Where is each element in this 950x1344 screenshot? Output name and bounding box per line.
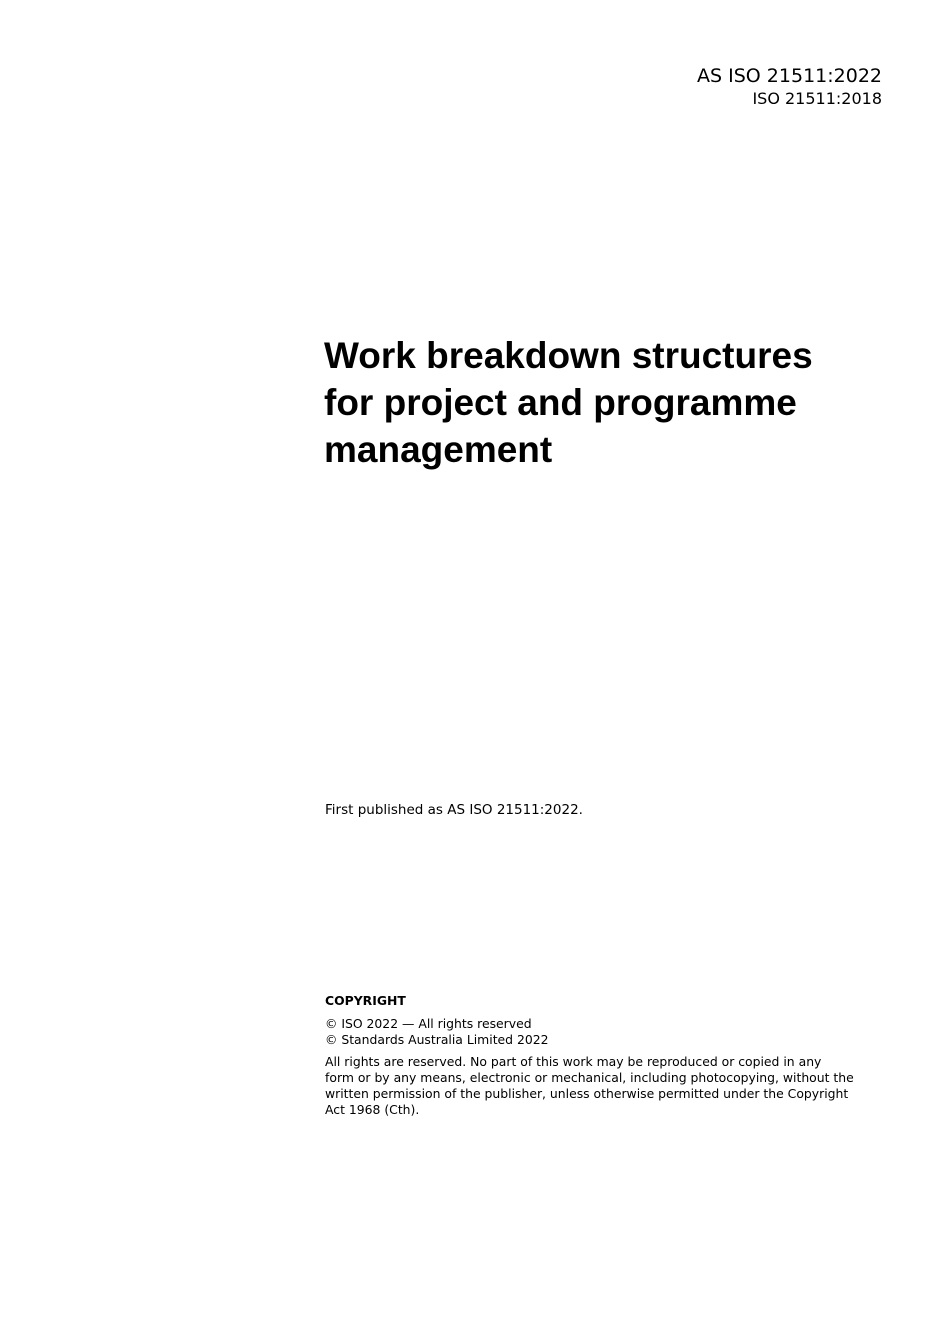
iso-standard-number: ISO 21511:2018 xyxy=(752,89,882,108)
first-published-note: First published as AS ISO 21511:2022. xyxy=(325,802,583,818)
standard-designation xyxy=(697,64,882,110)
copyright-section xyxy=(325,993,865,1118)
copyright-iso-line: © ISO 2022 — All rights reserved xyxy=(325,1016,532,1031)
rights-line: written permission of the publisher, unless otherwise permitted under the Copyright xyxy=(325,1086,849,1101)
rights-reserved-paragraph xyxy=(325,1054,865,1118)
document-title xyxy=(324,332,884,473)
title-line: for project and programme xyxy=(324,382,797,423)
copyright-heading: COPYRIGHT xyxy=(325,993,406,1008)
rights-line: form or by any means, electronic or mechanical, including photocopying, without the xyxy=(325,1070,854,1085)
rights-line: Act 1968 (Cth). xyxy=(325,1102,420,1117)
copyright-sa-line: © Standards Australia Limited 2022 xyxy=(325,1032,549,1047)
title-line: management xyxy=(324,429,553,470)
as-standard-number: AS ISO 21511:2022 xyxy=(697,65,882,87)
rights-line: All rights are reserved. No part of this work may be reproduced or copied in any xyxy=(325,1054,822,1069)
title-line: Work breakdown structures xyxy=(324,335,813,376)
